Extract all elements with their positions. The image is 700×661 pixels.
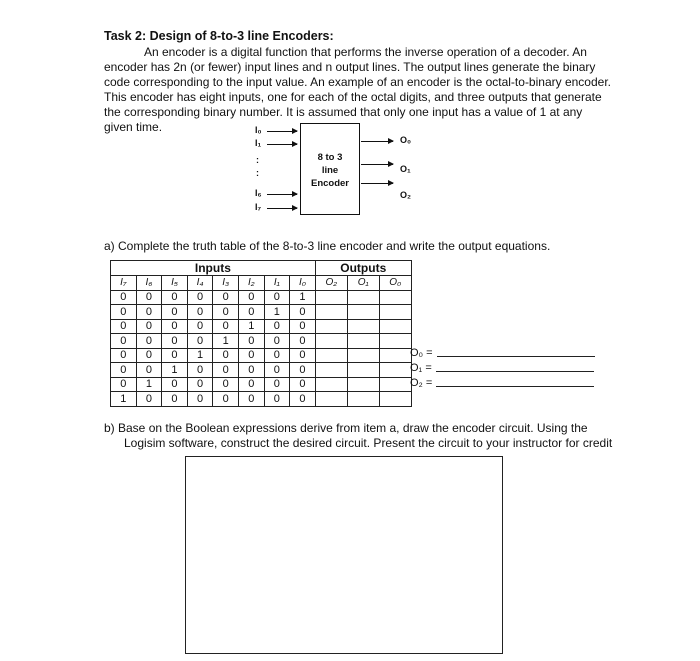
equation-label: O₂ =: [410, 377, 433, 389]
input-cell: 0: [111, 377, 137, 392]
input-ellipsis: :: [256, 155, 259, 165]
input-cell: 0: [290, 334, 316, 349]
output-cell[interactable]: [315, 305, 347, 320]
input-cell: 0: [213, 319, 239, 334]
input-col-header: I₆: [136, 276, 162, 291]
output-cell[interactable]: [347, 305, 379, 320]
output-cell[interactable]: [315, 392, 347, 407]
input-cell: 0: [136, 348, 162, 363]
inputs-header: Inputs: [111, 261, 316, 276]
circuit-drawing-box[interactable]: [185, 456, 503, 654]
output-arrow: [361, 164, 393, 165]
table-row: [111, 363, 412, 378]
output-cell[interactable]: [379, 363, 411, 378]
input-cell: 0: [187, 290, 213, 305]
input-arrow: [267, 208, 297, 209]
output-cell[interactable]: [379, 392, 411, 407]
input-cell: 0: [136, 290, 162, 305]
equation-o0: [410, 347, 595, 359]
input-cell: 0: [264, 348, 290, 363]
task-title: Task 2: Design of 8-to-3 line Encoders:: [104, 29, 334, 43]
output-col-header: O₂: [315, 276, 347, 291]
input-cell: 0: [264, 290, 290, 305]
output-cell[interactable]: [379, 334, 411, 349]
output-cell[interactable]: [379, 305, 411, 320]
input-cell: 0: [111, 334, 137, 349]
input-cell: 0: [187, 377, 213, 392]
para-line: given time.: [104, 120, 163, 134]
para-line: code corresponding to the input value. An example of an encoder is the octal-to-binary encoder.: [104, 75, 611, 89]
truth-table: [110, 260, 412, 407]
input-cell: 0: [136, 363, 162, 378]
table-row: [111, 319, 412, 334]
input-cell: 0: [238, 305, 264, 320]
input-cell: 1: [264, 305, 290, 320]
input-cell: 0: [136, 334, 162, 349]
input-cell: 0: [187, 305, 213, 320]
input-cell: 0: [187, 319, 213, 334]
output-cell[interactable]: [379, 290, 411, 305]
input-cell: 0: [111, 348, 137, 363]
input-col-header: I₃: [213, 276, 239, 291]
input-cell: 1: [187, 348, 213, 363]
input-cell: 0: [162, 290, 188, 305]
equation-o1: [410, 362, 594, 374]
output-cell[interactable]: [347, 319, 379, 334]
encoder-diagram: [250, 120, 430, 220]
para-line: This encoder has eight inputs, one for each of the octal digits, and three outputs that generate: [104, 90, 602, 104]
input-cell: 0: [162, 319, 188, 334]
input-cell: 0: [213, 290, 239, 305]
output-cell[interactable]: [347, 363, 379, 378]
input-cell: 0: [162, 305, 188, 320]
equation-label: O₀ =: [410, 347, 433, 359]
input-cell: 0: [187, 363, 213, 378]
output-label-o2: O₂: [400, 190, 411, 200]
para-line: the corresponding binary number. It is assumed that only one input has a value of 1 at any: [104, 105, 583, 119]
output-cell[interactable]: [315, 377, 347, 392]
block-text: 8 to 3: [317, 152, 343, 163]
input-cell: 0: [290, 319, 316, 334]
table-row: [111, 392, 412, 407]
input-col-header: I₀: [290, 276, 316, 291]
input-cell: 0: [162, 392, 188, 407]
input-cell: 0: [264, 334, 290, 349]
block-text: Encoder: [310, 178, 349, 189]
input-arrow: [267, 144, 297, 145]
table-row: [111, 305, 412, 320]
input-cell: 1: [213, 334, 239, 349]
input-cell: 0: [264, 377, 290, 392]
output-cell[interactable]: [347, 334, 379, 349]
input-cell: 0: [238, 377, 264, 392]
table-row: [111, 377, 412, 392]
input-col-header: I₄: [187, 276, 213, 291]
answer-blank[interactable]: [437, 356, 595, 357]
table-row: [111, 290, 412, 305]
input-cell: 1: [238, 319, 264, 334]
answer-blank[interactable]: [436, 371, 594, 372]
input-cell: 0: [136, 392, 162, 407]
input-cell: 0: [290, 392, 316, 407]
input-cell: 0: [290, 377, 316, 392]
input-cell: 0: [213, 363, 239, 378]
input-label-i7: I₇: [255, 202, 262, 212]
input-label-i0: I₀: [255, 125, 262, 135]
input-ellipsis: :: [256, 168, 259, 178]
para-line: encoder has 2n (or fewer) input lines and n output lines. The output lines generate the binary: [104, 60, 596, 74]
question-a: a) Complete the truth table of the 8-to-3 line encoder and write the output equations.: [104, 239, 551, 253]
input-cell: 0: [187, 334, 213, 349]
input-label-i6: I₆: [255, 188, 262, 198]
input-cell: 1: [162, 363, 188, 378]
output-cell[interactable]: [347, 290, 379, 305]
output-cell[interactable]: [347, 392, 379, 407]
input-cell: 0: [238, 363, 264, 378]
table-row: [111, 334, 412, 349]
output-cell[interactable]: [347, 377, 379, 392]
input-cell: 0: [238, 334, 264, 349]
question-b: [104, 421, 664, 451]
input-cell: 0: [290, 348, 316, 363]
input-cell: 1: [290, 290, 316, 305]
question-b-line: b) Base on the Boolean expressions derive from item a, draw the encoder circuit. Using the: [104, 421, 588, 435]
input-cell: 0: [213, 377, 239, 392]
output-cell[interactable]: [315, 363, 347, 378]
input-cell: 0: [238, 290, 264, 305]
input-cell: 0: [238, 392, 264, 407]
output-cell[interactable]: [379, 348, 411, 363]
input-col-header: I₇: [111, 276, 137, 291]
input-cell: 0: [264, 392, 290, 407]
output-cell[interactable]: [315, 334, 347, 349]
input-cell: 0: [238, 348, 264, 363]
output-arrow: [361, 183, 393, 184]
input-cell: 0: [264, 363, 290, 378]
para-line: An encoder is a digital function that performs the inverse operation of a decoder. An: [144, 45, 587, 59]
input-cell: 0: [290, 363, 316, 378]
input-cell: 0: [162, 348, 188, 363]
input-arrow: [267, 131, 297, 132]
input-cell: 0: [187, 392, 213, 407]
output-label-o1: O₁: [400, 164, 411, 174]
input-cell: 0: [264, 319, 290, 334]
output-cell[interactable]: [379, 319, 411, 334]
input-arrow: [267, 194, 297, 195]
input-cell: 0: [136, 319, 162, 334]
equation-label: O₁ =: [410, 362, 432, 374]
input-cell: 0: [213, 348, 239, 363]
input-cell: 0: [111, 305, 137, 320]
input-label-i1: I₁: [255, 138, 262, 148]
input-cell: 0: [111, 363, 137, 378]
output-col-header: O₁: [347, 276, 379, 291]
input-cell: 0: [213, 392, 239, 407]
input-cell: 0: [162, 334, 188, 349]
input-cell: 0: [111, 290, 137, 305]
input-cell: 1: [136, 377, 162, 392]
output-cell[interactable]: [315, 348, 347, 363]
input-cell: 0: [162, 377, 188, 392]
outputs-header: Outputs: [315, 261, 411, 276]
output-arrow: [361, 141, 393, 142]
output-col-header: O₀: [379, 276, 411, 291]
input-cell: 1: [111, 392, 137, 407]
input-cell: 0: [136, 305, 162, 320]
input-col-header: I₁: [264, 276, 290, 291]
question-b-line: Logisim software, construct the desired circuit. Present the circuit to your instructor for credit: [124, 436, 613, 450]
block-text: line: [321, 165, 339, 176]
output-cell[interactable]: [347, 348, 379, 363]
output-label-o0: O₀: [400, 135, 412, 145]
input-cell: 0: [213, 305, 239, 320]
input-col-header: I₂: [238, 276, 264, 291]
answer-blank[interactable]: [436, 386, 594, 387]
output-cell[interactable]: [379, 377, 411, 392]
table-row: [111, 348, 412, 363]
input-col-header: I₅: [162, 276, 188, 291]
input-cell: 0: [290, 305, 316, 320]
equation-o2: [410, 377, 594, 389]
output-cell[interactable]: [315, 319, 347, 334]
output-cell[interactable]: [315, 290, 347, 305]
encoder-block: [300, 123, 360, 215]
input-cell: 0: [111, 319, 137, 334]
